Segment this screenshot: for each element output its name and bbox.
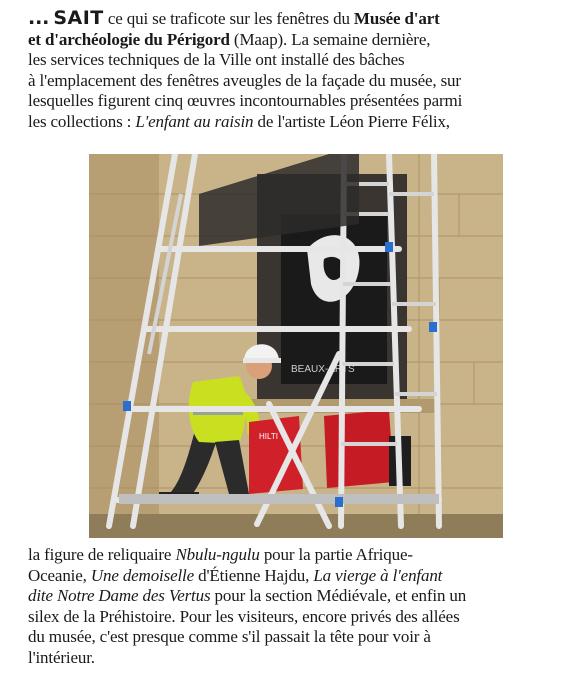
- text-line: [28, 8, 568, 30]
- toolboxes: [249, 410, 411, 494]
- artwork-title: dite Notre Dame des Vertus: [28, 586, 211, 605]
- text-line: [28, 586, 568, 607]
- scaffold-facade-illustration: [89, 154, 503, 538]
- text-run: pour la partie Afrique-: [259, 545, 413, 564]
- lead-ellipsis: ...: [28, 7, 50, 29]
- museum-name-cont: et d'archéologie du Périgord: [28, 29, 230, 49]
- artwork-title: L'enfant au raisin: [135, 111, 254, 131]
- text-line: silex de la Préhistoire. Pour les visiteurs, encore privés des allées: [28, 606, 460, 626]
- text-line: [28, 545, 568, 566]
- article-paragraph-intro: [28, 8, 568, 132]
- museum-name: Musée d'art: [353, 9, 440, 28]
- text-line: [28, 112, 568, 133]
- text-line: les services techniques de la Ville ont installé des bâches: [28, 50, 405, 69]
- text-line: du musée, c'est presque comme s'il passait la tête pour voir à: [28, 627, 431, 646]
- text-line: [28, 30, 568, 51]
- text-run: Oceanie,: [28, 565, 91, 585]
- article-paragraph-continued: [28, 545, 568, 668]
- artwork-title: La vierge à l'enfant: [313, 565, 443, 585]
- text-run: les collections :: [28, 111, 136, 131]
- text-run: pour la section Médiévale, et enfin un: [210, 586, 467, 605]
- text-run: (Maap). La semaine dernière,: [229, 29, 431, 49]
- text-run: ce qui se traficote sur les fenêtres du: [103, 9, 354, 28]
- artwork-title: Nbulu-ngulu: [175, 545, 260, 564]
- text-line: lesquelles figurent cinq œuvres incontournables présentées parmi: [28, 91, 463, 110]
- lead-word: SAIT: [53, 7, 104, 29]
- artwork-title: Une demoiselle: [90, 565, 195, 585]
- text-run: d'Étienne Hajdu,: [194, 565, 314, 585]
- banner-label: BEAUX-ARTS: [291, 364, 355, 375]
- text-line: à l'emplacement des fenêtres aveugles de la façade du musée, sur: [28, 70, 461, 90]
- text-line: l'intérieur.: [28, 647, 95, 667]
- article-photo: [89, 154, 503, 538]
- text-run: de l'artiste Léon Pierre Félix,: [253, 111, 450, 131]
- text-run: la figure de reliquaire: [28, 545, 176, 564]
- toolbox-label: HILTI: [259, 432, 278, 441]
- text-line: [28, 566, 568, 587]
